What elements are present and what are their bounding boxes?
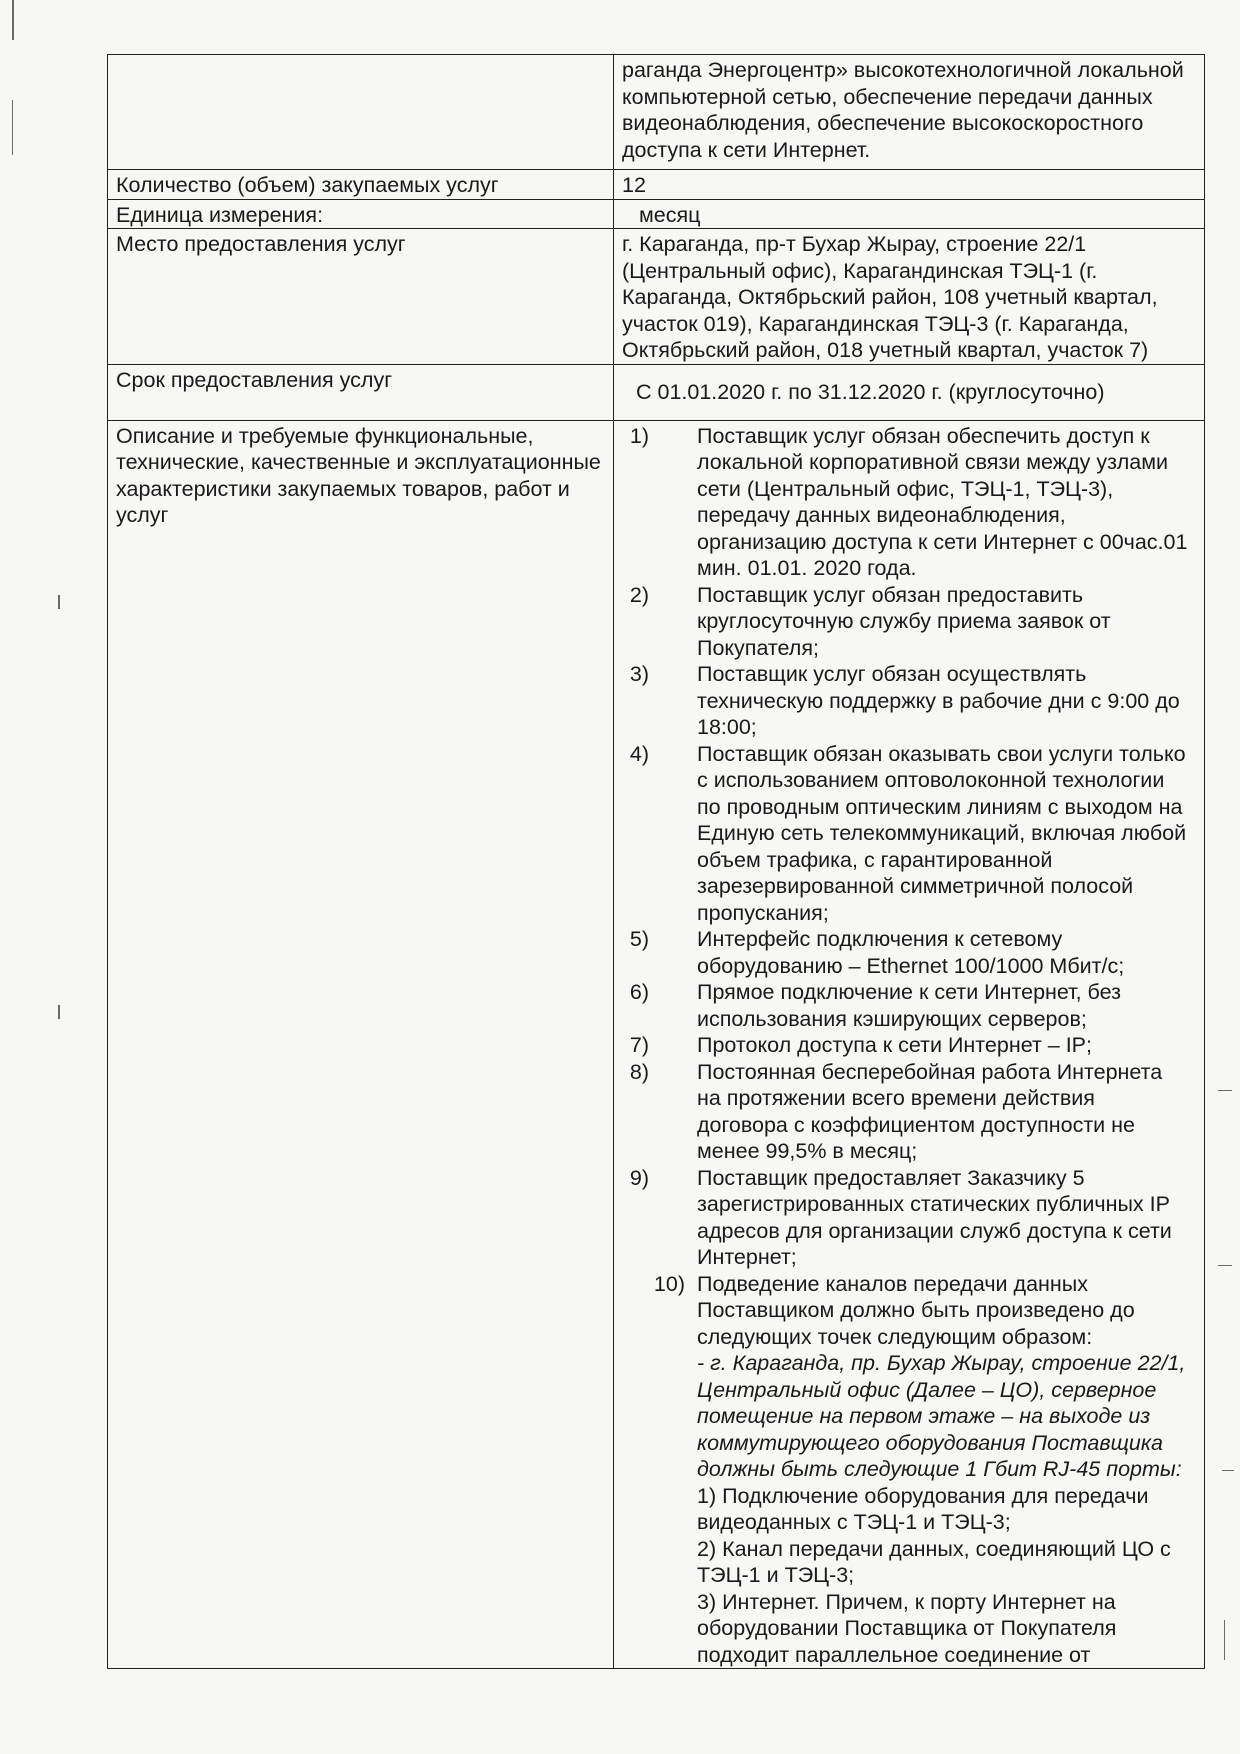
scan-margin-line <box>12 100 13 155</box>
scan-margin-line <box>1224 1620 1225 1660</box>
scan-margin-line <box>1218 1090 1232 1091</box>
item-number: 2) <box>629 582 649 607</box>
unit-label: Единица измерения: <box>108 199 614 229</box>
intro-text: раганда Энергоцентр» высокотехнологичной локальной компьютерной сетью, обеспечение передачи данных видеонаблюдения, обеспечение высокоскоростного доступа к сети Интернет. <box>614 55 1205 170</box>
table-row-quantity <box>108 170 1205 200</box>
item-text: Подведение каналов передачи данных Поставщиком должно быть произведено до следующих точек следующим образом: <box>697 1271 1135 1349</box>
requirements-list <box>614 423 1190 1669</box>
table-row-term <box>108 364 1205 420</box>
list-item <box>614 741 1190 927</box>
item-number: 5) <box>629 927 649 951</box>
list-item <box>614 1271 1190 1669</box>
list-item <box>614 979 1190 1032</box>
list-item <box>614 1059 1190 1165</box>
item-text: Протокол доступа к сети Интернет – IP; <box>697 1033 1092 1057</box>
item-text: Поставщик услуг обязан предоставить круглосуточную службу приема заявок от Покупателя; <box>697 582 1111 660</box>
item-number: 6) <box>629 980 649 1004</box>
list-item <box>614 423 1190 582</box>
item10-port-3: 3) Интернет. Причем, к порту Интернет на оборудовании Поставщика от Покупателя подходит параллельное соединение от <box>697 1589 1117 1667</box>
scan-margin-line <box>1218 1265 1232 1266</box>
quantity-label: Количество (объем) закупаемых услуг <box>108 170 614 200</box>
description-label: Описание и требуемые функциональные, технические, качественные и эксплуатационные характеристики закупаемых товаров, работ и услуг <box>108 420 614 1669</box>
item-text: Интерфейс подключения к сетевому оборудованию – Ethernet 100/1000 Мбит/с; <box>697 927 1125 978</box>
list-item <box>614 926 1190 979</box>
table-row-description <box>108 420 1205 1669</box>
item-number: 7) <box>629 1033 649 1057</box>
item-text: Поставщик услуг обязан обеспечить доступ к локальной корпоративной связи между узлами сети (Центральный офис, ТЭЦ-1, ТЭЦ-3), передачу данных видеонаблюдения, организацию доступа к сети Интернет с 00час.01 мин. 01.01. 2020 года. <box>697 423 1188 580</box>
table-cell-empty <box>108 55 614 170</box>
place-label: Место предоставления услуг <box>108 229 614 365</box>
item-text: Прямое подключение к сети Интернет, без использования кэширующих серверов; <box>697 980 1121 1031</box>
item10-location: - г. Караганда, пр. Бухар Жырау, строение 22/1, Центральный офис (Далее – ЦО), серверное помещение на первом этаже – на выходе из коммутирующего оборудования Поставщика должны быть следующие 1 Гбит RJ-45 порты: <box>697 1351 1186 1481</box>
table-row-intro <box>108 55 1205 170</box>
scan-margin-line <box>1222 1470 1234 1471</box>
term-value: С 01.01.2020 г. по 31.12.2020 г. (круглосуточно) <box>614 364 1205 420</box>
list-item <box>614 661 1190 741</box>
item-number: 3) <box>629 662 649 686</box>
item10-port-2: 2) Канал передачи данных, соединяющий ЦО с ТЭЦ-1 и ТЭЦ-3; <box>697 1536 1171 1587</box>
item-number: 10) <box>653 1271 685 1296</box>
item-text: Поставщик предоставляет Заказчику 5 зарегистрированных статических публичных IP адресов для организации служб доступа к сети Интернет; <box>697 1165 1172 1269</box>
item-number: 1) <box>629 423 649 448</box>
specification-table <box>107 54 1205 1669</box>
place-value: г. Караганда, пр-т Бухар Жырау, строение 22/1 (Центральный офис), Карагандинская ТЭЦ-1 (г. Караганда, Октябрьский район, 108 учетный квартал, участок 019), Карагандинская ТЭЦ-3 (г. Караганда, Октябрьский район, 018 учетный квартал, участок 7) <box>614 229 1205 365</box>
item-text: Постоянная бесперебойная работа Интернета на протяжении всего времени действия договора с коэффициентом доступности не менее 99,5% в месяц; <box>697 1059 1163 1163</box>
scan-margin-tick <box>58 1005 60 1019</box>
scan-margin-tick <box>58 595 60 609</box>
table-row-unit <box>108 199 1205 229</box>
term-label: Срок предоставления услуг <box>108 364 614 420</box>
item-text: Поставщик услуг обязан осуществлять техническую поддержку в рабочие дни с 9:00 до 18:00; <box>697 662 1180 739</box>
item-number: 9) <box>629 1165 649 1190</box>
scan-margin-line <box>12 0 14 40</box>
table-row-place <box>108 229 1205 365</box>
list-item <box>614 582 1190 662</box>
item-text: Поставщик обязан оказывать свои услуги только с использованием оптоволоконной технологии по проводным оптическим линиям с выходом на Единую сеть телекоммуникаций, включая любой объем трафика, с гарантированной зарезервированной симметричной полосой пропускания; <box>697 741 1187 925</box>
item-text-block <box>697 1271 1190 1669</box>
unit-value: месяц <box>614 199 1205 229</box>
item-number: 8) <box>629 1059 649 1084</box>
item10-port-1: 1) Подключение оборудования для передачи видеоданных с ТЭЦ-1 и ТЭЦ-3; <box>697 1483 1149 1534</box>
document-page <box>107 54 1204 1669</box>
quantity-value: 12 <box>614 170 1205 200</box>
list-item <box>614 1165 1190 1271</box>
item-number: 4) <box>629 741 649 766</box>
requirements-cell <box>614 420 1205 1669</box>
list-item <box>614 1032 1190 1059</box>
